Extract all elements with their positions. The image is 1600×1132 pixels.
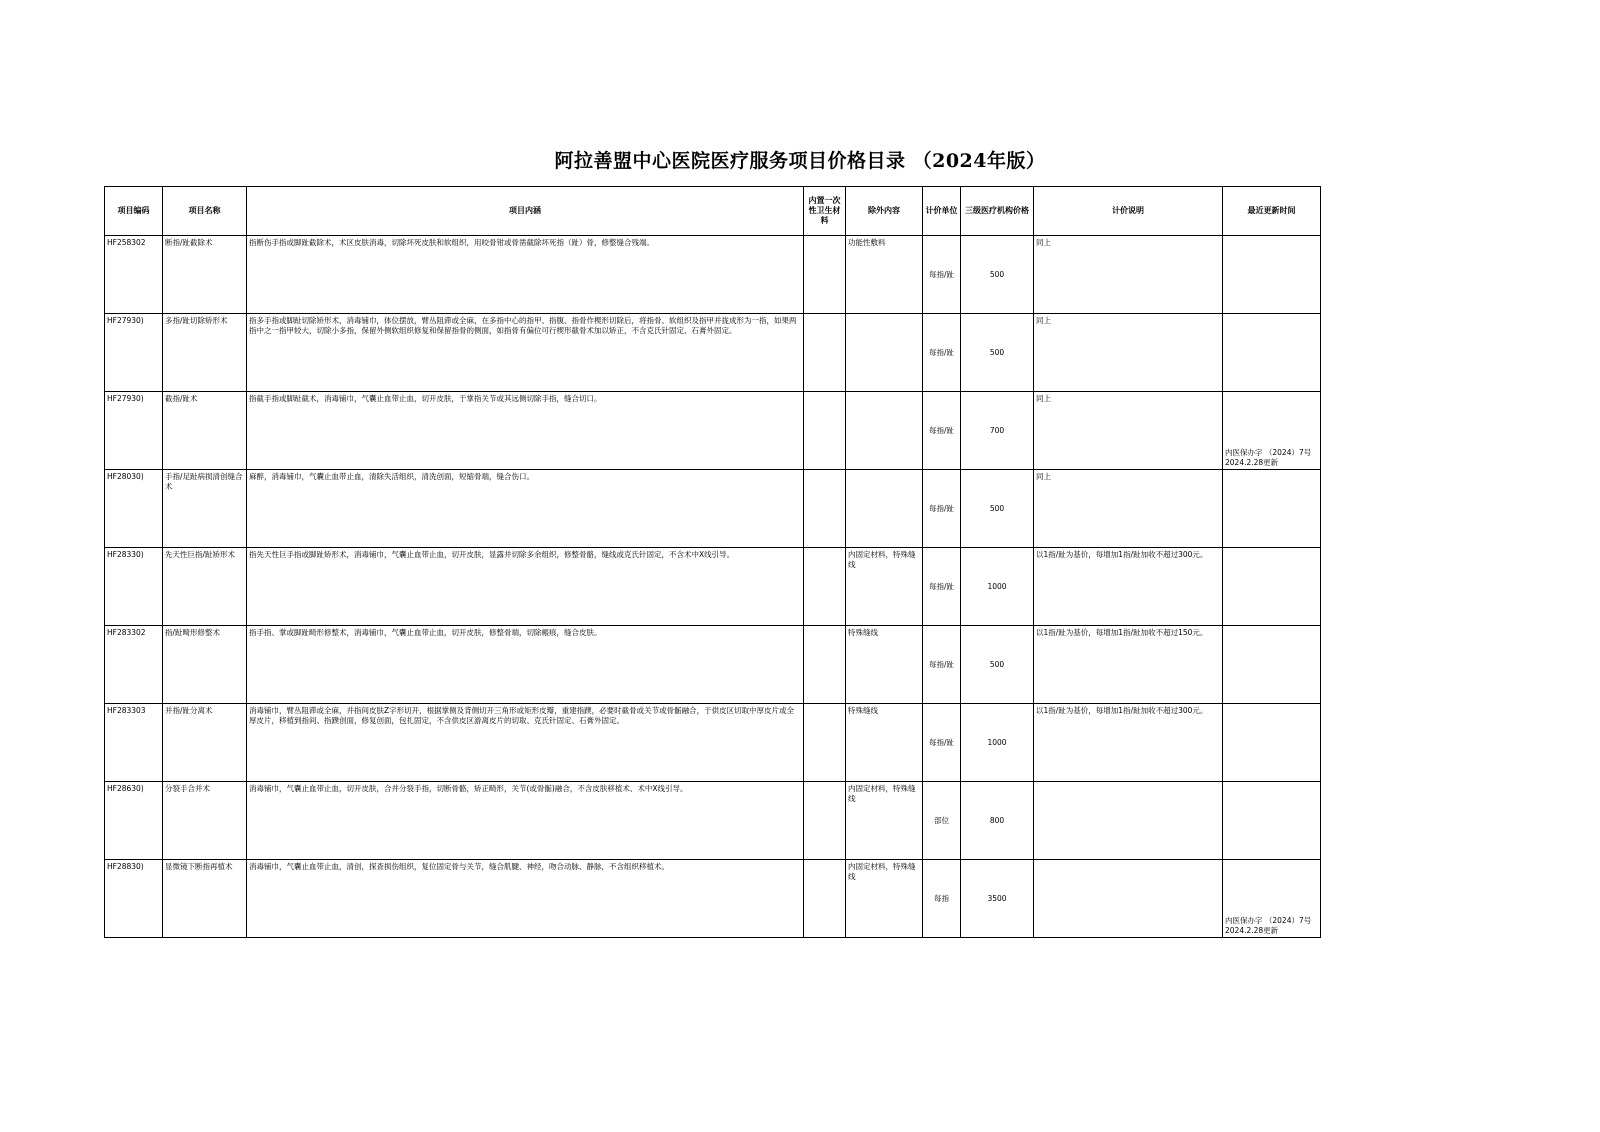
- cell-name: 分裂手合并术: [163, 782, 247, 860]
- cell-unit: 每指/趾: [923, 392, 961, 470]
- cell-unit: 每指: [923, 860, 961, 938]
- cell-material: [804, 314, 846, 392]
- header-code: 项目编码: [105, 187, 163, 236]
- cell-excluded: [846, 470, 923, 548]
- cell-excluded: 特殊缝线: [846, 704, 923, 782]
- cell-content: 指多手指或脚趾切除矫形术，消毒铺巾，体位摆放，臂丛阻滞或全麻，在多指中心的指甲、指腹、指骨作楔形切除后，将指骨、软组织及指甲并拢成形为一指，如果两指中之一指甲较大，切除小多指，保留外侧软组织修复和保留指骨的侧面，如指骨有偏位可行楔形截骨术加以矫正，不含克氏针固定、石膏外固定。: [247, 314, 804, 392]
- header-explanation: 计价说明: [1034, 187, 1223, 236]
- cell-material: [804, 236, 846, 314]
- table-header-row: [105, 187, 1321, 236]
- cell-material: [804, 470, 846, 548]
- table-row: [105, 860, 1321, 938]
- table-row: [105, 782, 1321, 860]
- cell-name: 先天性巨指/趾矫形术: [163, 548, 247, 626]
- cell-code: HF28030): [105, 470, 163, 548]
- cell-price: 800: [961, 782, 1034, 860]
- update-note: 内医保办字 （2024）7号 2024.2.28更新: [1225, 448, 1312, 467]
- cell-content: 消毒铺巾，臂丛阻滞或全麻，并指间皮肤Z字形切开，根据掌侧及背侧切开三角形或矩形皮瓣，重建指蹼，必要时截骨或关节或骨骺融合，于供皮区切取中厚皮片或全厚皮片，移植到指间、指蹼创面，修复创面，包扎固定，不含供皮区游离皮片的切取、克氏针固定、石膏外固定。: [247, 704, 804, 782]
- cell-material: [804, 860, 846, 938]
- cell-price: 500: [961, 470, 1034, 548]
- cell-material: [804, 704, 846, 782]
- cell-content: 消毒铺巾，气囊止血带止血，切开皮肤，合并分裂手指，切断骨骼，矫正畸形，关节(或骨骺)融合，不含皮肤移植术、术中X线引导。: [247, 782, 804, 860]
- cell-explanation: 以1指/趾为基价，每增加1指/趾加收不超过300元。: [1034, 548, 1223, 626]
- table-row: [105, 314, 1321, 392]
- cell-name: 并指/趾分离术: [163, 704, 247, 782]
- cell-code: HF258302: [105, 236, 163, 314]
- cell-code: HF283302: [105, 626, 163, 704]
- cell-update: [1223, 236, 1321, 314]
- cell-material: [804, 626, 846, 704]
- cell-explanation: 同上: [1034, 314, 1223, 392]
- cell-unit: 每指/趾: [923, 236, 961, 314]
- table-row: [105, 626, 1321, 704]
- cell-update: [1223, 782, 1321, 860]
- cell-explanation: [1034, 782, 1223, 860]
- cell-update: [1223, 860, 1321, 938]
- header-update: 最近更新时间: [1223, 187, 1321, 236]
- cell-name: 指/趾畸形修整术: [163, 626, 247, 704]
- cell-price: 1000: [961, 548, 1034, 626]
- cell-excluded: 特殊缝线: [846, 626, 923, 704]
- cell-explanation: 以1指/趾为基价，每增加1指/趾加收不超过300元。: [1034, 704, 1223, 782]
- header-price: 三级医疗机构价格: [961, 187, 1034, 236]
- cell-excluded: 功能性敷料: [846, 236, 923, 314]
- cell-content: 麻醉，消毒铺巾，气囊止血带止血，清除失活组织，清洗创面，短缩骨端，缝合伤口。: [247, 470, 804, 548]
- cell-name: 显微镜下断指再植术: [163, 860, 247, 938]
- table-row: [105, 470, 1321, 548]
- table-row: [105, 704, 1321, 782]
- table-row: [105, 392, 1321, 470]
- cell-name: 截指/趾术: [163, 392, 247, 470]
- header-material: 内置一次性卫生材料: [804, 187, 846, 236]
- cell-content: 指先天性巨手指或脚趾矫形术，消毒铺巾，气囊止血带止血，切开皮肤，显露并切除多余组织，修整骨骼，缝线或克氏针固定，不含术中X线引导。: [247, 548, 804, 626]
- cell-excluded: 内固定材料，特殊缝线: [846, 860, 923, 938]
- cell-excluded: [846, 314, 923, 392]
- cell-unit: 每指/趾: [923, 314, 961, 392]
- cell-unit: 每指/趾: [923, 548, 961, 626]
- cell-excluded: 内固定材料，特殊缝线: [846, 548, 923, 626]
- table-row: [105, 236, 1321, 314]
- cell-price: 700: [961, 392, 1034, 470]
- cell-update: [1223, 470, 1321, 548]
- cell-code: HF27930): [105, 314, 163, 392]
- cell-name: 断指/趾截除术: [163, 236, 247, 314]
- cell-unit: 每指/趾: [923, 626, 961, 704]
- cell-material: [804, 782, 846, 860]
- cell-material: [804, 392, 846, 470]
- page-title: 阿拉善盟中心医院医疗服务项目价格目录 （2024年版）: [554, 150, 1046, 172]
- table-row: [105, 548, 1321, 626]
- cell-explanation: 同上: [1034, 236, 1223, 314]
- cell-price: 500: [961, 314, 1034, 392]
- cell-unit: 每指/趾: [923, 704, 961, 782]
- cell-content: 消毒铺巾，气囊止血带止血，清创，探查损伤组织，复位固定骨与关节，缝合肌腱、神经，吻合动脉、静脉，不含组织移植术。: [247, 860, 804, 938]
- cell-price: 500: [961, 626, 1034, 704]
- header-name: 项目名称: [163, 187, 247, 236]
- cell-name: 多指/趾切除矫形术: [163, 314, 247, 392]
- cell-content: 指断伤手指或脚趾截除术，术区皮肤消毒，切除坏死皮肤和软组织，用咬骨钳或骨凿截除坏死指（趾）骨，修整缝合残端。: [247, 236, 804, 314]
- cell-content: 指手指、掌或脚趾畸形修整术，消毒铺巾，气囊止血带止血，切开皮肤，修整骨端，切除瘢痕，缝合皮肤。: [247, 626, 804, 704]
- cell-unit: 部位: [923, 782, 961, 860]
- cell-excluded: 内固定材料，特殊缝线: [846, 782, 923, 860]
- cell-explanation: [1034, 860, 1223, 938]
- cell-price: 3500: [961, 860, 1034, 938]
- cell-update: [1223, 626, 1321, 704]
- cell-code: HF28630): [105, 782, 163, 860]
- cell-explanation: 同上: [1034, 392, 1223, 470]
- cell-excluded: [846, 392, 923, 470]
- cell-name: 手指/足趾病损清创缝合术: [163, 470, 247, 548]
- cell-code: HF28330): [105, 548, 163, 626]
- cell-content: 指截手指或脚趾截术，消毒铺巾，气囊止血带止血，切开皮肤，于掌指关节或其远侧切除手指，缝合切口。: [247, 392, 804, 470]
- cell-explanation: 同上: [1034, 470, 1223, 548]
- cell-code: HF28830): [105, 860, 163, 938]
- cell-unit: 每指/趾: [923, 470, 961, 548]
- cell-material: [804, 548, 846, 626]
- cell-update: [1223, 392, 1321, 470]
- cell-code: HF27930): [105, 392, 163, 470]
- update-note: 内医保办字 （2024）7号 2024.2.28更新: [1225, 916, 1312, 935]
- cell-update: [1223, 704, 1321, 782]
- cell-explanation: 以1指/趾为基价，每增加1指/趾加收不超过150元。: [1034, 626, 1223, 704]
- cell-code: HF283303: [105, 704, 163, 782]
- cell-price: 500: [961, 236, 1034, 314]
- cell-price: 1000: [961, 704, 1034, 782]
- price-table: [104, 186, 1321, 938]
- cell-update: [1223, 314, 1321, 392]
- header-excluded: 除外内容: [846, 187, 923, 236]
- cell-update: [1223, 548, 1321, 626]
- header-content: 项目内涵: [247, 187, 804, 236]
- header-unit: 计价单位: [923, 187, 961, 236]
